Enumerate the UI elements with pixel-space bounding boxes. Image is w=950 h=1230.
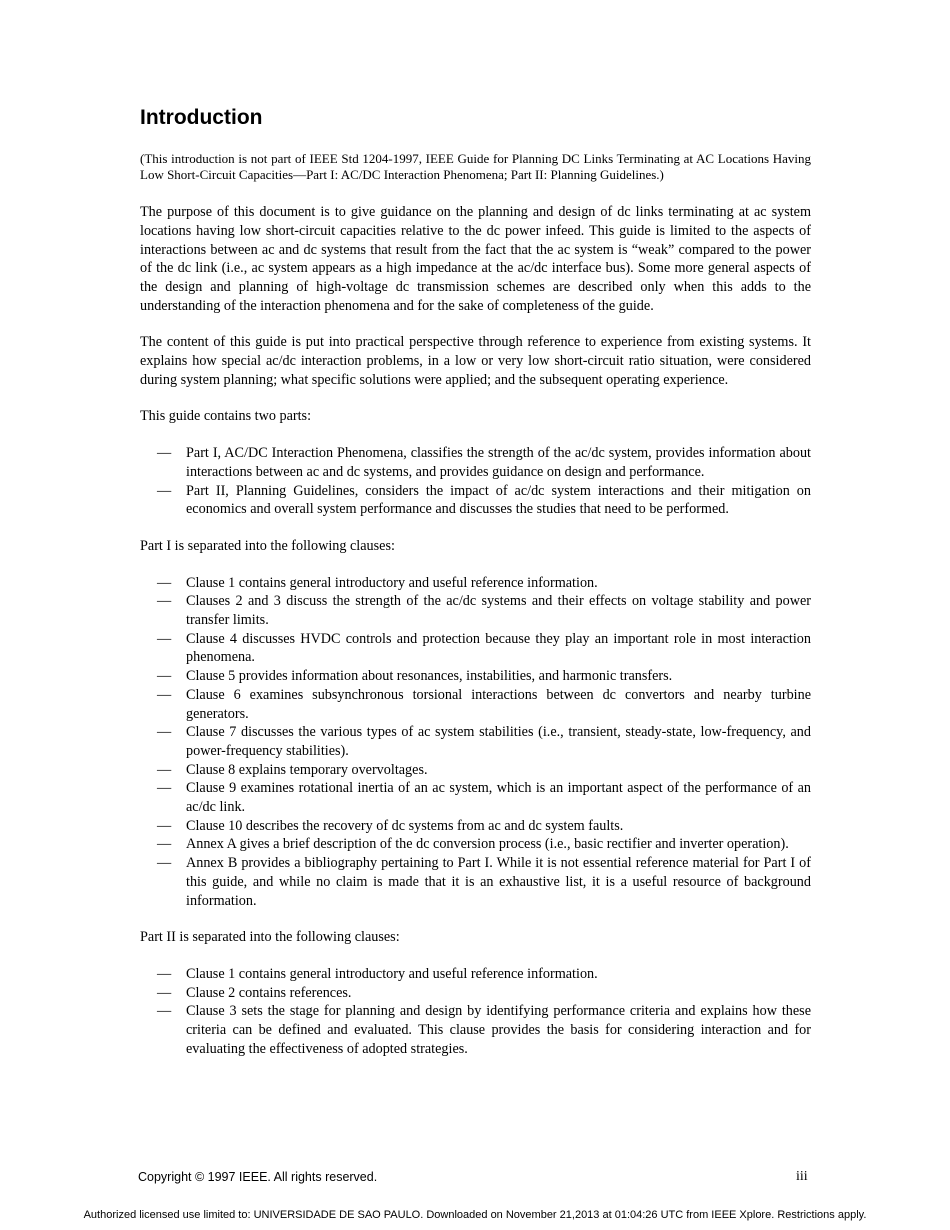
document-page (140, 106, 811, 1077)
part1-intro-paragraph: Part I is separated into the following clauses: (140, 537, 395, 554)
list-item (140, 592, 811, 629)
purpose-paragraph: The purpose of this document is to give guidance on the planning and design of dc links terminating at ac system locations having low short-circuit capacities relative to the dc power infeed. This guide is limited to the aspects of interactions between ac and dc systems that result from the fact that the ac system is “weak” compared to the power of the dc link (i.e., ac system appears as a high impedance at the ac/dc interface bus). Some more general aspects of the design and planning of high-voltage dc transmission schemes are described only when this adds to the understanding of the interaction phenomena and for the sake of completeness of the guide. (140, 204, 811, 314)
list-item (140, 984, 811, 1003)
parts-list (140, 444, 811, 519)
list-item (140, 817, 811, 836)
copyright-notice: Copyright © 1997 IEEE. All rights reserved. (138, 1170, 378, 1184)
dash-bullet: — (157, 482, 172, 499)
dash-bullet: — (157, 984, 172, 1001)
list-item (140, 779, 811, 816)
list-item-text: Clause 9 examines rotational inertia of an ac system, which is an important aspect of the performance of an ac/dc link. (186, 780, 811, 816)
dash-bullet: — (157, 817, 172, 834)
list-item (140, 574, 811, 593)
list-item (140, 444, 811, 481)
dash-bullet: — (157, 836, 172, 853)
list-item (140, 965, 811, 984)
list-item-text: Clause 6 examines subsynchronous torsional interactions between dc convertors and nearby turbine generators. (186, 686, 811, 722)
list-item (140, 854, 811, 910)
list-item-text: Part I, AC/DC Interaction Phenomena, classifies the strength of the ac/dc system, provides information about interactions between ac and dc systems, and provides guidance on design and performance. (186, 445, 811, 480)
list-item (140, 630, 811, 667)
dash-bullet: — (157, 855, 172, 872)
list-item-text: Annex B provides a bibliography pertaining to Part I. While it is not essential reference material for Part I of this guide, and while no claim is made that it is an exhaustive list, it is a useful resource of background information. (186, 855, 811, 909)
list-item-text: Clause 8 explains temporary overvoltages. (186, 761, 428, 778)
list-item (140, 761, 811, 780)
dash-bullet: — (157, 686, 172, 703)
list-item-text: Annex A gives a brief description of the dc conversion process (i.e., basic rectifier and inverter operation). (186, 836, 789, 853)
list-item (140, 1002, 811, 1058)
dash-bullet: — (157, 445, 172, 462)
intro-note: (This introduction is not part of IEEE Std 1204-1997, IEEE Guide for Planning DC Links Terminating at AC Locations Having Low Short-Circuit Capacities—Part I: AC/DC Interaction Phenomena; Part II: Planning Guidelines.) (140, 151, 811, 183)
list-item-text: Clause 7 discusses the various types of ac system stabilities (i.e., transient, steady-state, low-frequency, and power-frequency stabilities). (186, 724, 811, 759)
content-paragraph: The content of this guide is put into practical perspective through reference to experience from existing systems. It explains how special ac/dc interaction problems, in a low or very low short-circuit ratio situation, were considered during system planning; what specific solutions were applied; and the subsequent operating experience. (140, 334, 811, 388)
dash-bullet: — (157, 780, 172, 797)
list-item (140, 723, 811, 760)
list-item (140, 667, 811, 686)
list-item (140, 835, 811, 854)
list-item-text: Clause 1 contains general introductory and useful reference information. (186, 966, 598, 982)
list-item-text: Clause 5 provides information about resonances, instabilities, and harmonic transfers. (186, 668, 673, 685)
list-item (140, 686, 811, 723)
dash-bullet: — (157, 630, 172, 647)
dash-bullet: — (157, 593, 172, 610)
list-item-text: Clause 2 contains references. (186, 984, 352, 1001)
list-item (140, 482, 811, 519)
page-number: iii (796, 1169, 808, 1184)
authorization-notice: Authorized licensed use limited to: UNIVERSIDADE DE SAO PAULO. Downloaded on November 21,2013 at 01:04:26 UTC from IEEE Xplore. Restrictions apply. (83, 1209, 867, 1221)
dash-bullet: — (157, 724, 172, 741)
dash-bullet: — (157, 966, 172, 982)
list-item-text: Clause 4 discusses HVDC controls and protection because they play an important role in most interaction phenomena. (186, 630, 811, 666)
list-item-text: Clause 3 sets the stage for planning and design by identifying performance criteria and explains how these criteria can be defined and evaluated. This clause provides the basis for considering interaction and for evaluating the effectiveness of adopted strategies. (186, 1003, 811, 1057)
dash-bullet: — (157, 574, 172, 591)
list-item-text: Clauses 2 and 3 discuss the strength of the ac/dc systems and their effects on voltage stability and power transfer limits. (186, 593, 811, 629)
page-title: Introduction (140, 106, 263, 129)
dash-bullet: — (157, 1003, 172, 1020)
list-item-text: Part II, Planning Guidelines, considers the impact of ac/dc system interactions and their mitigation on economics and overall system performance and discusses the studies that need to be performed. (186, 482, 811, 518)
dash-bullet: — (157, 761, 172, 778)
part2-intro-paragraph: Part II is separated into the following clauses: (140, 929, 400, 946)
part1-clause-list (140, 574, 811, 911)
dash-bullet: — (157, 668, 172, 685)
list-item-text: Clause 10 describes the recovery of dc systems from ac and dc system faults. (186, 817, 624, 834)
list-item-text: Clause 1 contains general introductory and useful reference information. (186, 574, 598, 591)
two-parts-paragraph: This guide contains two parts: (140, 408, 312, 425)
part2-clause-list (140, 965, 811, 1059)
